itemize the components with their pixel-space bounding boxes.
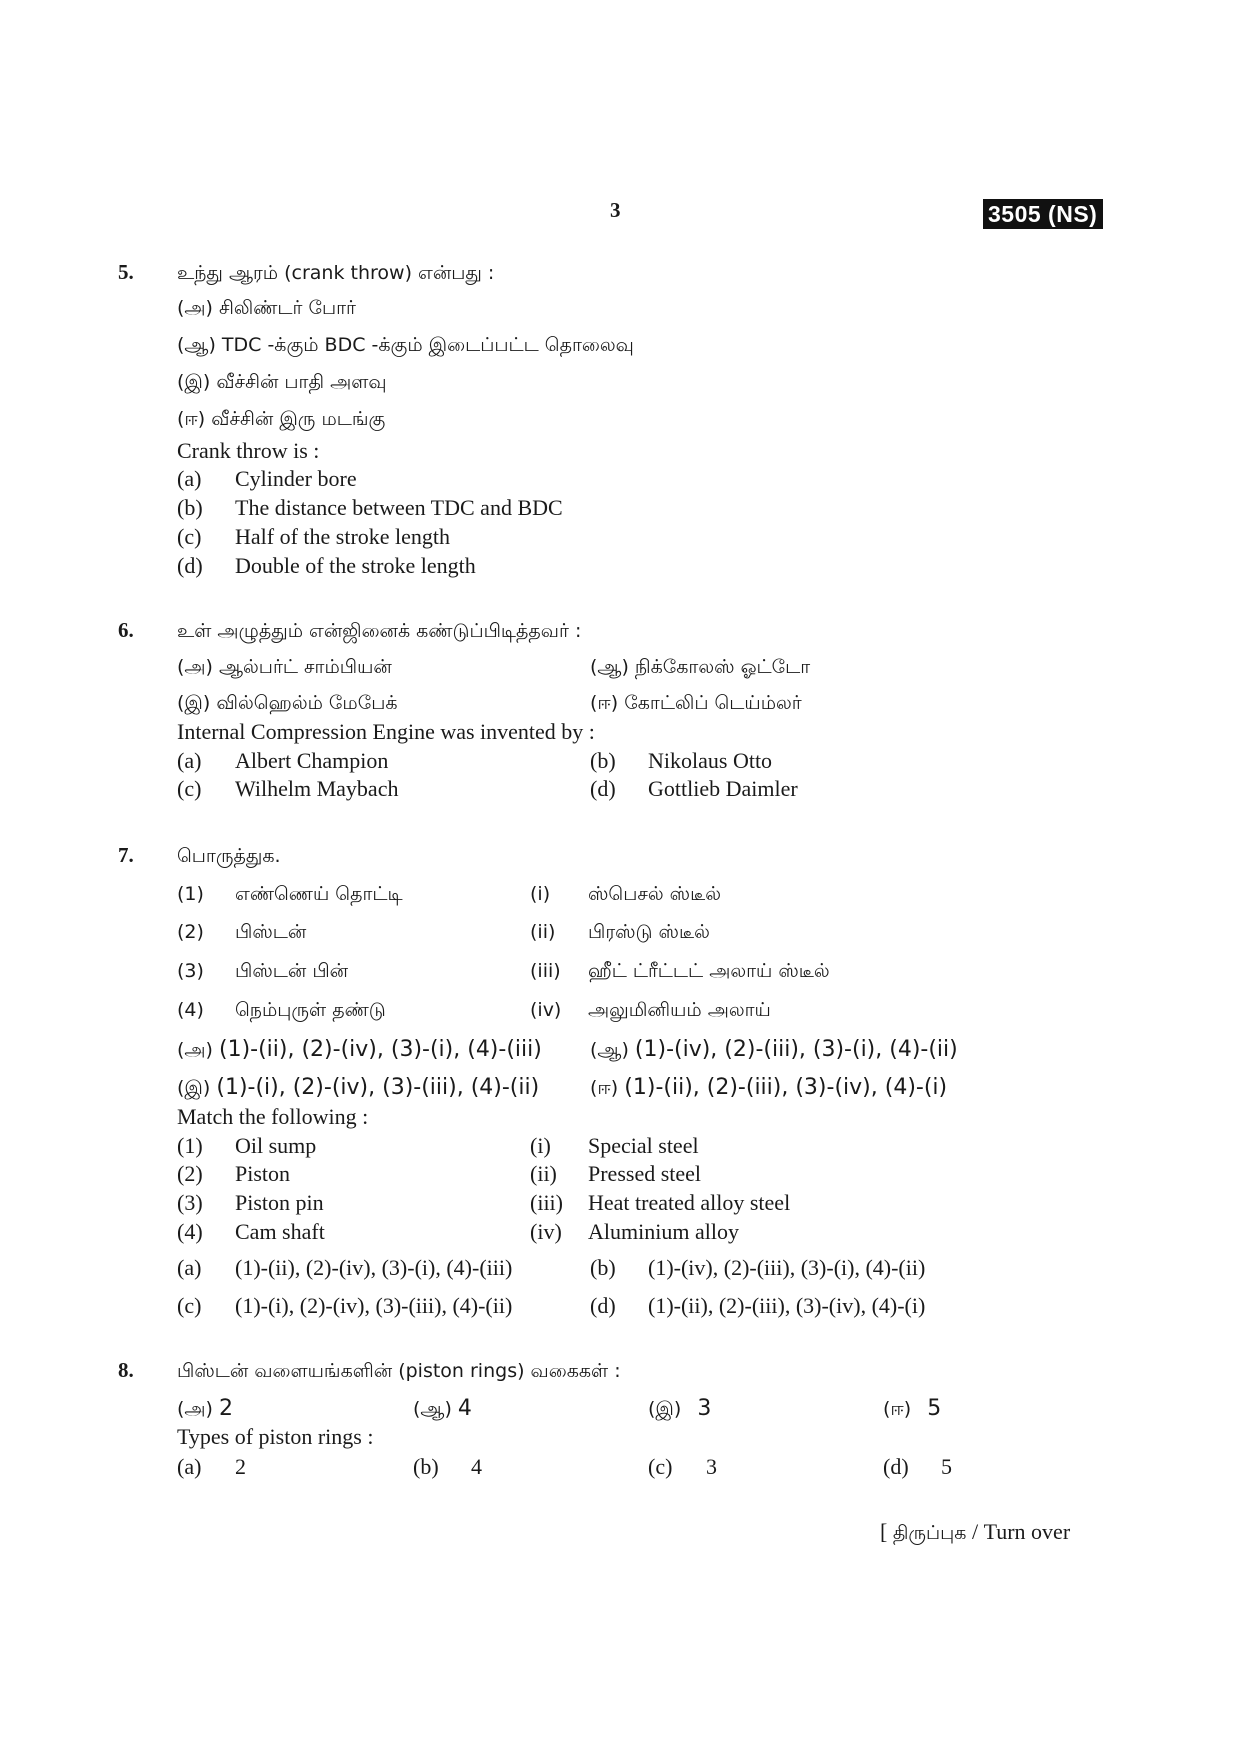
item-marker: (3): [177, 960, 204, 982]
match-left-item: [177, 1219, 325, 1245]
option-marker: (a): [177, 1454, 202, 1479]
option-en: [590, 776, 798, 802]
footer-text-ta: திருப்புக: [892, 1522, 967, 1544]
item-marker: (2): [177, 921, 204, 943]
option-ta: [177, 297, 356, 322]
item-marker: (2): [177, 1161, 203, 1186]
option-text: கோட்லிப் டெய்ம்லர்: [624, 692, 802, 714]
option-marker: (d): [590, 1293, 616, 1318]
question-number: 7.: [118, 843, 134, 867]
option-en: [590, 1293, 925, 1319]
option-marker: (b): [590, 748, 616, 773]
match-left-item: [177, 1161, 290, 1187]
option-en: [590, 1255, 925, 1281]
option-ta: [883, 1396, 941, 1423]
option-text: Double of the stroke length: [235, 553, 476, 578]
match-right-item: [530, 999, 771, 1024]
option-ta: [177, 656, 392, 681]
option-text: வீச்சின் இரு மடங்கு: [211, 408, 386, 430]
option-en: [177, 553, 476, 579]
option-text: Half of the stroke length: [235, 524, 451, 549]
option-marker: (இ): [177, 1077, 211, 1099]
item-text: Piston pin: [235, 1190, 324, 1215]
option-ta: [413, 1396, 472, 1423]
option-en: [648, 1454, 717, 1480]
match-right-item: [530, 1161, 701, 1187]
option-marker: (a): [177, 1255, 202, 1280]
match-left-item: [177, 960, 348, 985]
option-marker: (b): [177, 495, 203, 520]
option-text: Gottlieb Daimler: [648, 776, 798, 801]
option-ta: [177, 1037, 542, 1064]
option-text: (1)-(ii), (2)-(iv), (3)-(i), (4)-(iii): [235, 1255, 513, 1280]
option-marker: (a): [177, 748, 202, 773]
option-text: (1)-(i), (2)-(iv), (3)-(iii), (4)-(ii): [216, 1075, 540, 1100]
match-right-item: [530, 1133, 699, 1159]
question-stem-ta: பிஸ்டன் வளையங்களின் (piston rings) வகைகள் :: [177, 1360, 621, 1382]
option-marker: (ஆ): [413, 1398, 452, 1420]
item-text: பிஸ்டன் பின்: [235, 960, 349, 982]
match-left-item: [177, 883, 403, 908]
option-text: வீச்சின் பாதி அளவு: [216, 371, 387, 393]
item-text: Piston: [235, 1161, 291, 1186]
option-marker: (b): [590, 1255, 616, 1280]
option-ta: [590, 692, 802, 717]
option-text: சிலிண்டர் போர்: [219, 297, 356, 319]
option-ta: [590, 1037, 958, 1064]
option-marker: (ஆ): [590, 1039, 629, 1061]
item-text: Pressed steel: [588, 1161, 702, 1186]
match-right-item: [530, 1190, 790, 1216]
item-marker: (iii): [530, 960, 561, 982]
question-number: 6.: [118, 618, 134, 642]
option-text: வில்ஹெல்ம் மேபேக்: [216, 692, 398, 714]
option-text: Wilhelm Maybach: [235, 776, 399, 801]
question-number: 8.: [118, 1358, 134, 1382]
option-marker: (இ): [177, 692, 211, 714]
option-marker: (இ): [648, 1398, 682, 1420]
option-marker: (d): [883, 1454, 909, 1479]
match-left-item: [177, 999, 386, 1024]
option-marker: (ஆ): [590, 656, 629, 678]
option-ta: [590, 1075, 947, 1102]
option-text: 3: [697, 1396, 712, 1421]
option-ta: [590, 656, 810, 681]
option-marker: (c): [648, 1454, 673, 1479]
option-en: [177, 524, 450, 550]
option-text: (1)-(ii), (2)-(iv), (3)-(i), (4)-(iii): [219, 1037, 542, 1062]
match-left-item: [177, 1190, 324, 1216]
question-stem-ta: உந்து ஆரம் (crank throw) என்பது :: [177, 262, 495, 284]
turn-over-note: [880, 1519, 1070, 1547]
match-right-item: [530, 960, 830, 985]
question-stem-en: Match the following :: [177, 1104, 369, 1129]
option-en: [413, 1454, 482, 1480]
option-marker: (d): [590, 776, 616, 801]
item-text: எண்ணெய் தொட்டி: [235, 883, 403, 905]
question-stem-ta: உள் அழுத்தும் என்ஜினைக் கண்டுப்பிடித்தவர் :: [177, 620, 582, 642]
option-ta: [648, 1396, 711, 1423]
question-stem-en: Types of piston rings :: [177, 1424, 374, 1449]
option-marker: (c): [177, 776, 202, 801]
option-marker: (ஈ): [177, 408, 206, 430]
option-text: (1)-(ii), (2)-(iii), (3)-(iv), (4)-(i): [648, 1293, 926, 1318]
option-ta: [177, 1396, 233, 1423]
option-marker: (b): [413, 1454, 439, 1479]
option-marker: (c): [177, 524, 202, 549]
footer-text-en: Turn over: [983, 1519, 1071, 1544]
option-marker: (a): [177, 466, 202, 491]
option-marker: (ஈ): [590, 1077, 619, 1099]
option-text: 2: [219, 1396, 233, 1421]
option-text: 5: [941, 1454, 952, 1479]
option-marker: (ஈ): [590, 692, 619, 714]
option-en: [177, 495, 563, 521]
option-en: [177, 1255, 512, 1281]
option-text: (1)-(i), (2)-(iv), (3)-(iii), (4)-(ii): [235, 1293, 513, 1318]
option-marker: (இ): [177, 371, 211, 393]
option-ta: [177, 408, 385, 433]
option-text: (1)-(iv), (2)-(iii), (3)-(i), (4)-(ii): [634, 1037, 958, 1062]
item-marker: (iv): [530, 1219, 562, 1244]
option-marker: (c): [177, 1293, 202, 1318]
option-text: 4: [457, 1396, 472, 1421]
option-text: The distance between TDC and BDC: [235, 495, 563, 520]
item-text: ஹீட் ட்ரீட்டட் அலாய் ஸ்டீல்: [588, 960, 830, 982]
item-marker: (1): [177, 883, 204, 905]
option-text: நிக்கோலஸ் ஓட்டோ: [634, 656, 811, 678]
option-ta: [177, 334, 634, 359]
item-text: Cam shaft: [235, 1219, 325, 1244]
option-marker: (ஈ): [883, 1398, 912, 1420]
item-marker: (ii): [530, 1161, 557, 1186]
item-text: Aluminium alloy: [588, 1219, 739, 1244]
option-ta: [177, 1075, 539, 1102]
match-right-item: [530, 1219, 739, 1245]
option-text: 3: [706, 1454, 717, 1479]
footer-bracket: [: [880, 1519, 888, 1544]
option-marker: (அ): [177, 656, 213, 678]
option-text: 2: [235, 1454, 246, 1479]
option-text: 4: [471, 1454, 482, 1479]
question-stem-en: Crank throw is :: [177, 438, 320, 463]
question-stem-ta: பொருத்துக.: [177, 845, 281, 867]
option-text: Albert Champion: [235, 748, 389, 773]
option-ta: [177, 692, 397, 717]
option-marker: (d): [177, 553, 203, 578]
option-en: [177, 748, 388, 774]
option-marker: (அ): [177, 297, 213, 319]
match-left-item: [177, 1133, 316, 1159]
item-marker: (3): [177, 1190, 203, 1215]
item-text: Oil sump: [235, 1133, 317, 1158]
item-marker: (iv): [530, 999, 562, 1021]
option-en: [177, 466, 357, 492]
option-en: [177, 1293, 512, 1319]
page-number: 3: [610, 198, 621, 222]
item-marker: (iii): [530, 1190, 563, 1215]
item-text: Heat treated alloy steel: [588, 1190, 791, 1215]
option-en: [590, 748, 772, 774]
item-marker: (4): [177, 1219, 203, 1244]
item-text: அலுமினியம் அலாய்: [588, 999, 771, 1021]
option-ta: [177, 371, 387, 396]
item-marker: (ii): [530, 921, 556, 943]
option-text: 5: [927, 1396, 942, 1421]
option-text: Cylinder bore: [235, 466, 357, 491]
option-en: [177, 1454, 246, 1480]
option-text: ஆல்பர்ட் சாம்பியன்: [219, 656, 392, 678]
match-left-item: [177, 921, 306, 946]
question-stem-en: Internal Compression Engine was invented by :: [177, 719, 595, 744]
item-text: நெம்புருள் தண்டு: [235, 999, 386, 1021]
item-text: Special steel: [588, 1133, 699, 1158]
option-en: [177, 776, 398, 802]
item-marker: (4): [177, 999, 204, 1021]
item-text: ஸ்பெசல் ஸ்டீல்: [588, 883, 721, 905]
match-right-item: [530, 883, 721, 908]
item-marker: (1): [177, 1133, 203, 1158]
option-marker: (அ): [177, 1398, 213, 1420]
match-right-item: [530, 921, 710, 946]
option-text: (1)-(iv), (2)-(iii), (3)-(i), (4)-(ii): [648, 1255, 926, 1280]
option-en: [883, 1454, 952, 1480]
question-number: 5.: [118, 260, 134, 284]
option-marker: (அ): [177, 1039, 213, 1061]
item-text: பிஸ்டன்: [235, 921, 307, 943]
option-text: (1)-(ii), (2)-(iii), (3)-(iv), (4)-(i): [624, 1075, 948, 1100]
item-marker: (i): [530, 1133, 551, 1158]
option-marker: (ஆ): [177, 334, 216, 356]
item-marker: (i): [530, 883, 551, 905]
footer-separator: /: [966, 1519, 984, 1544]
option-text: TDC -க்கும் BDC -க்கும் இடைப்பட்ட தொலைவு: [221, 334, 634, 356]
paper-code-badge: 3505 (NS): [983, 199, 1103, 229]
item-text: பிரஸ்டு ஸ்டீல்: [588, 921, 710, 943]
option-text: Nikolaus Otto: [648, 748, 773, 773]
